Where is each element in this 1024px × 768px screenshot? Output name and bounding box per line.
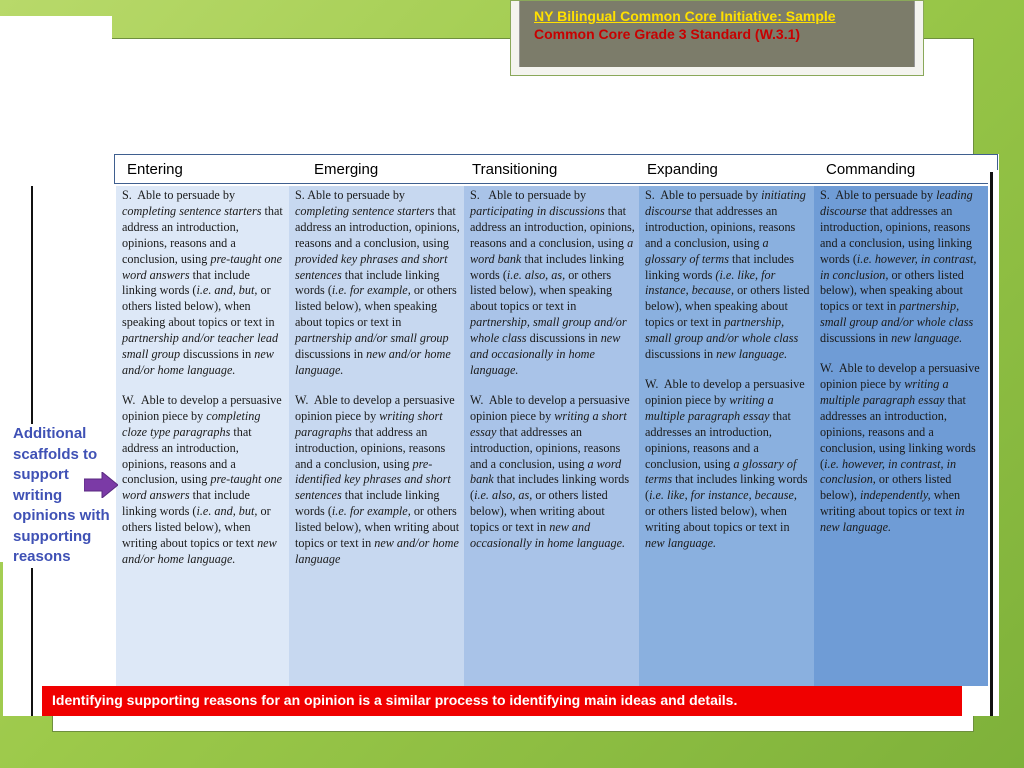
title-box: [510, 0, 924, 76]
header-emerging: Emerging: [314, 161, 379, 178]
column-expanding: [639, 186, 814, 686]
title-panel: [519, 1, 915, 67]
column-emerging: [289, 186, 464, 686]
side-note: Additional scaffolds to support writing opinions with supporting reasons: [13, 424, 113, 568]
header-commanding: Commanding: [826, 161, 916, 178]
arrow-shape: [84, 472, 118, 498]
header-expanding: Expanding: [647, 161, 718, 178]
standards-table: [116, 186, 988, 686]
speaking-descriptor: S. Able to persuade by initiating discourse that addresses an introduction, opinions, reasons and a conclusion, using a glossary of terms that includes linking words (i.e. like, for instance, because, or others listed below), when speaking about topics or text in partnership, small group and/or whole class discussions in new language.: [645, 188, 810, 362]
title-link[interactable]: NY Bilingual Common Core Initiative: Sample: [534, 8, 836, 24]
caption-banner: Identifying supporting reasons for an opinion is a similar process to identifying main ideas and details.: [42, 686, 962, 716]
right-arrow-icon: [84, 472, 118, 498]
writing-descriptor: W. Able to develop a persuasive opinion piece by completing cloze type paragraphs that address an introduction, opinions, reasons and a conclusion, using pre-taught one word answers that include linking words (i.e. and, but, or others listed below), when writing about topics or text new and/or home language.: [122, 392, 283, 566]
right-border-line: [990, 172, 993, 716]
speaking-descriptor: S. Able to persuade by participating in discussions that address an introduction, opinions, reasons and a conclusion, using a word bank that includes linking words (i.e. also, as, or others listed below), when speaking about topics or text in partnership, small group and/or whole class discussions in new and occasionally in home language.: [470, 188, 635, 377]
column-entering: [116, 186, 289, 686]
writing-descriptor: W. Able to develop a persuasive opinion piece by writing a short essay that addresses an introduction, opinions, reasons and a conclusion, using a word bank that includes linking words (i.e. also, as, or others listed below), when writing about topics or text in new and occasionally in home language.: [470, 392, 630, 551]
speaking-descriptor: S. Able to persuade by leading discourse that addresses an introduction, opinions, reasons and a conclusion, using linking words (i.e. however, in contrast, in conclusion, or others listed below), when speaking about topics or text in partnership, small group and/or whole class discussions in new language.: [820, 188, 977, 346]
level-header-row: [114, 154, 998, 184]
speaking-descriptor: S. Able to persuade by completing sentence starters that address an introduction, opinions, reasons and a conclusion, using pre-taught one word answers that include linking words (i.e. and, but, or others listed below), when speaking about topics or text in partnership and/or teacher lead small group discussions in new and/or home language.: [122, 188, 283, 377]
writing-descriptor: W. Able to develop a persuasive opinion piece by writing a multiple paragraph essay that addresses an introduction, opinions, reasons and a conclusion, using a glossary of terms that includes linking words (i.e. like, for instance, because, or others listed below), when writing about topics or text in new language.: [645, 376, 808, 551]
column-commanding: [814, 186, 988, 686]
speaking-descriptor: S. Able to persuade by completing sentence starters that address an introduction, opinions, reasons and a conclusion, using provided key phrases and short sentences that include linking words (i.e. for example, or others listed below), when speaking about topics or text in partnership and/or small group discussions in new and/or home language.: [295, 188, 460, 377]
writing-descriptor: W. Able to develop a persuasive opinion piece by writing a multiple paragraph essay that addresses an introduction, opinions, reasons and a conclusion, using linking words (i.e. however, in contrast, in conclusion, or others listed below), independently, when writing about topics or text in new language.: [820, 361, 980, 535]
writing-descriptor: W. Able to develop a persuasive opinion piece by writing short paragraphs that address an introduction, opinions, reasons and a conclusion, using pre-identified key phrases and short sentences that include linking words (i.e. for example, or others listed below), when writing about topics or text in new and/or home language: [295, 392, 460, 566]
column-transitioning: [464, 186, 639, 686]
header-transitioning: Transitioning: [472, 161, 558, 178]
standard-title: Common Core Grade 3 Standard (W.3.1): [534, 26, 801, 42]
header-entering: Entering: [127, 161, 183, 178]
